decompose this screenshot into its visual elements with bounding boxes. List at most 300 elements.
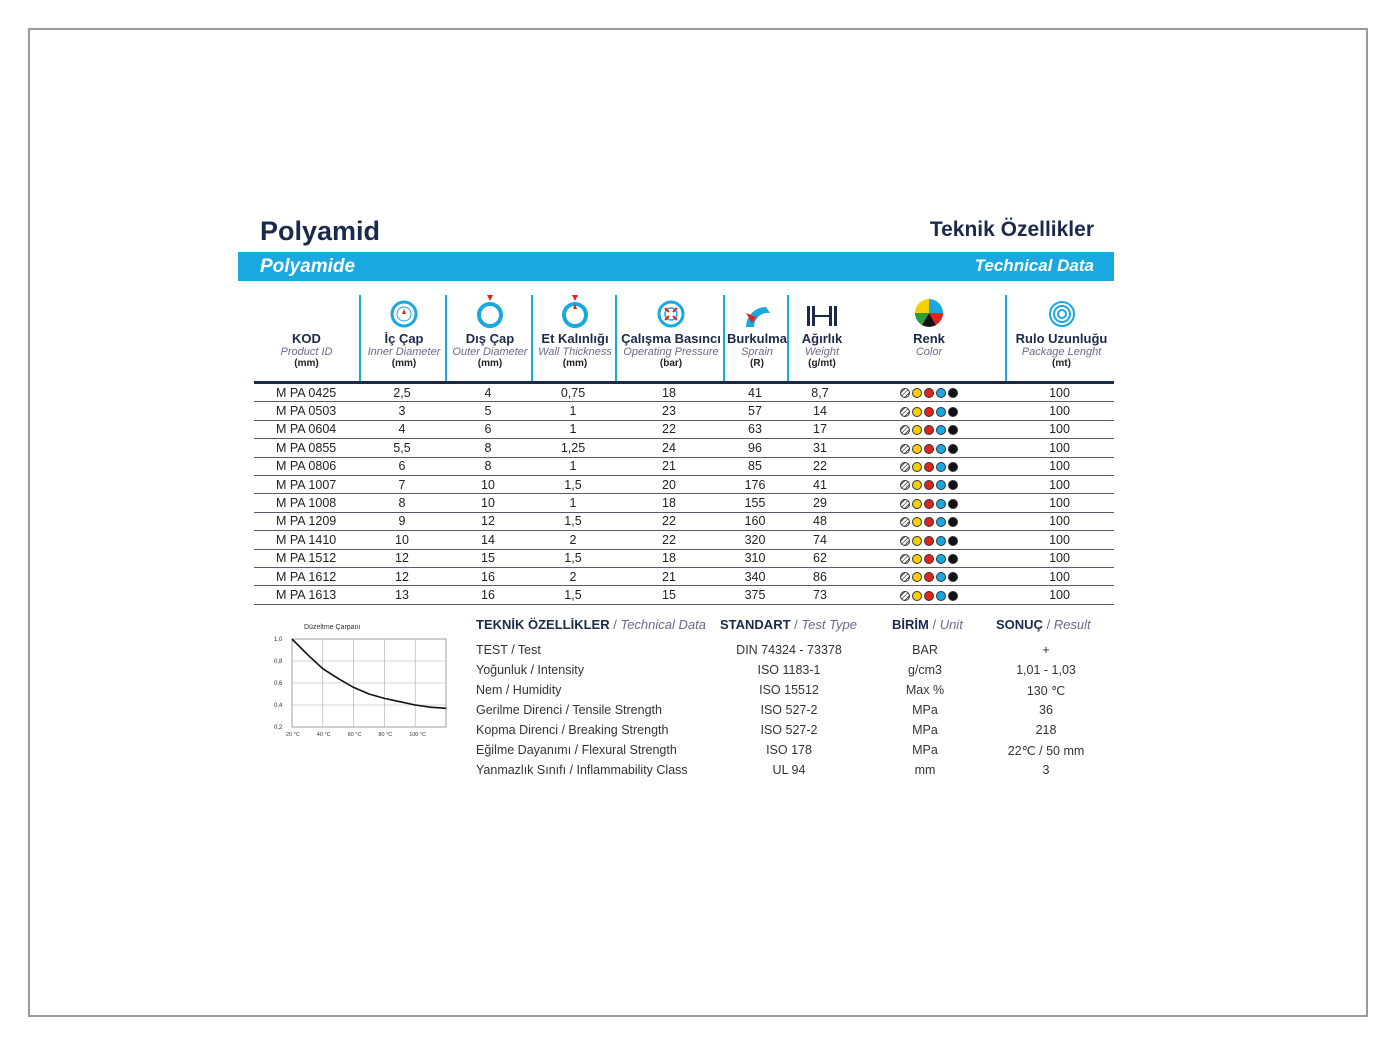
color-swatch [936, 536, 946, 546]
color-swatch [948, 499, 958, 509]
color-swatch [900, 554, 910, 564]
table-row [254, 512, 1114, 530]
table-cell: M PA 1512 [254, 549, 359, 567]
table-cell: M PA 1008 [254, 494, 359, 512]
color-swatch [924, 499, 934, 509]
technical-prop: Yanmazlık Sınıfı / Inflammability Class [476, 762, 688, 777]
table-cell: M PA 1007 [254, 475, 359, 493]
column-header [531, 295, 617, 381]
pressure-icon [617, 295, 725, 329]
color-swatch [912, 554, 922, 564]
table-cell: 5,5 [359, 439, 445, 457]
table-cell: 5 [445, 402, 531, 420]
table-cell: 48 [787, 512, 853, 530]
header-en: Result [1053, 616, 1091, 632]
column-header [787, 295, 855, 381]
column-unit: (mm) [562, 358, 588, 369]
column-unit: (R) [750, 358, 764, 369]
table-cell: 176 [723, 475, 787, 493]
table-cell: 96 [723, 439, 787, 457]
column-header [853, 295, 1005, 381]
technical-unit: BAR [912, 642, 938, 657]
technical-prop: Gerilme Direnci / Tensile Strength [476, 702, 662, 717]
table-cell: 8 [359, 494, 445, 512]
column-subtitle: Product ID [280, 346, 333, 358]
table-cell: 100 [1005, 420, 1114, 438]
color-swatch [948, 536, 958, 546]
table-cell: 23 [615, 402, 723, 420]
table-cell: 10 [445, 475, 531, 493]
table-cell: M PA 0604 [254, 420, 359, 438]
color-swatches [853, 457, 1005, 475]
table-cell: 22 [615, 420, 723, 438]
color-swatch [900, 407, 910, 417]
technical-prop: TEST / Test [476, 642, 541, 657]
table-cell: 18 [615, 549, 723, 567]
color-swatch [948, 388, 958, 398]
column-unit: (mm) [477, 358, 503, 369]
table-cell: 100 [1005, 475, 1114, 493]
table-cell: 6 [359, 457, 445, 475]
table-cell: 160 [723, 512, 787, 530]
technical-column-header [720, 617, 857, 632]
color-swatch [948, 517, 958, 527]
color-swatches [853, 439, 1005, 457]
table-cell: 1,5 [531, 549, 615, 567]
table-cell: 41 [723, 384, 787, 402]
outer-diameter-icon [447, 295, 533, 329]
chart-title: Düzeltme Çarpanı [304, 623, 361, 631]
table-cell: 375 [723, 586, 787, 604]
technical-row [476, 761, 1116, 781]
color-swatches [853, 549, 1005, 567]
technical-result: + [1042, 642, 1050, 657]
datasheet [238, 210, 1114, 797]
table-cell: 7 [359, 475, 445, 493]
table-cell: M PA 0806 [254, 457, 359, 475]
table-cell: M PA 0503 [254, 402, 359, 420]
color-swatch [900, 444, 910, 454]
color-swatch [936, 499, 946, 509]
x-tick-label: 40 °C [316, 731, 331, 738]
table-cell: 8,7 [787, 384, 853, 402]
table-cell: 4 [445, 384, 531, 402]
technical-row [476, 681, 1116, 701]
table-cell: 74 [787, 531, 853, 549]
table-cell: 14 [787, 402, 853, 420]
table-cell: 1,25 [531, 439, 615, 457]
column-subtitle: Outer Diameter [452, 346, 528, 358]
table-row [254, 402, 1114, 420]
header-tr: BİRİM [892, 616, 929, 632]
y-tick-label: 0,4 [274, 702, 283, 709]
table-cell: 1,5 [531, 586, 615, 604]
x-tick-label: 20 °C [286, 731, 300, 738]
column-subtitle: Package Lenght [1021, 346, 1102, 358]
color-swatch [924, 572, 934, 582]
table-cell: 100 [1005, 512, 1114, 530]
product-subtitle: Polyamide [260, 256, 356, 277]
color-swatch [912, 536, 922, 546]
column-header [1005, 295, 1116, 381]
column-header [359, 295, 447, 381]
table-cell: 18 [615, 384, 723, 402]
product-title: Polyamid [260, 216, 381, 246]
technical-unit: mm [914, 762, 936, 777]
technical-std: ISO 178 [766, 742, 812, 757]
table-cell: M PA 1612 [254, 567, 359, 585]
table-cell: M PA 0855 [254, 439, 359, 457]
table-cell: 12 [359, 567, 445, 585]
bend-radius-icon [725, 295, 789, 329]
table-cell: 12 [445, 512, 531, 530]
column-title: Ağırlık [801, 331, 843, 346]
color-swatch [912, 591, 922, 601]
table-cell: 29 [787, 494, 853, 512]
table-cell: 2 [531, 531, 615, 549]
table-cell: 100 [1005, 457, 1114, 475]
table-cell: 20 [615, 475, 723, 493]
color-swatch [948, 554, 958, 564]
header-separator: / [609, 616, 621, 632]
technical-row [476, 721, 1116, 741]
color-swatch [924, 591, 934, 601]
table-cell: 4 [359, 420, 445, 438]
table-cell: 41 [787, 475, 853, 493]
column-title: İç Çap [384, 331, 424, 346]
table-cell: 100 [1005, 439, 1114, 457]
technical-unit: MPa [912, 742, 938, 757]
color-swatch [900, 462, 910, 472]
color-swatches [853, 586, 1005, 604]
table-cell: 22 [615, 531, 723, 549]
color-swatch [948, 444, 958, 454]
header-en: Test Type [801, 616, 858, 632]
bottom-section [238, 617, 1114, 797]
color-swatch [912, 499, 922, 509]
y-tick-label: 0,6 [274, 680, 283, 687]
table-row [254, 439, 1114, 457]
table-cell: 21 [615, 457, 723, 475]
color-wheel-icon [853, 295, 1005, 329]
header-tr: SONUÇ [996, 616, 1043, 632]
color-swatch [912, 407, 922, 417]
column-title: Dış Çap [465, 331, 515, 346]
column-title: Rulo Uzunluğu [1015, 331, 1108, 346]
column-unit: (mm) [391, 358, 417, 369]
column-title: Renk [913, 331, 945, 346]
title-row [238, 210, 1114, 252]
table-cell: 73 [787, 586, 853, 604]
color-swatch [900, 572, 910, 582]
column-subtitle: Inner Diameter [367, 346, 441, 358]
y-tick-label: 0,8 [274, 658, 283, 665]
column-header [615, 295, 725, 381]
color-swatch [900, 591, 910, 601]
color-swatch [936, 572, 946, 582]
column-icon-placeholder [254, 295, 359, 329]
table-row [254, 549, 1114, 567]
color-swatch [936, 388, 946, 398]
color-swatch [900, 499, 910, 509]
table-cell: 31 [787, 439, 853, 457]
correction-factor-chart [268, 617, 468, 757]
color-swatch [936, 517, 946, 527]
color-swatches [853, 494, 1005, 512]
table-cell: 57 [723, 402, 787, 420]
technical-result: 1,01 - 1,03 [1016, 662, 1076, 677]
table-cell: 9 [359, 512, 445, 530]
table-cell: 2,5 [359, 384, 445, 402]
technical-prop: Eğilme Dayanımı / Flexural Strength [476, 742, 677, 757]
color-swatches [853, 475, 1005, 493]
technical-row [476, 661, 1116, 681]
color-swatch [900, 425, 910, 435]
table-cell: 155 [723, 494, 787, 512]
column-subtitle: Wall Thickness [538, 346, 612, 358]
color-swatch [924, 407, 934, 417]
weight-icon [789, 295, 855, 329]
table-cell: 100 [1005, 494, 1114, 512]
inner-diameter-icon [361, 295, 447, 329]
table-cell: 0,75 [531, 384, 615, 402]
table-cell: 6 [445, 420, 531, 438]
color-swatch [936, 480, 946, 490]
technical-row [476, 641, 1116, 661]
color-swatch [936, 444, 946, 454]
table-cell: M PA 1209 [254, 512, 359, 530]
table-cell: 14 [445, 531, 531, 549]
technical-result: 36 [1039, 702, 1053, 717]
color-swatches [853, 531, 1005, 549]
coil-icon [1007, 295, 1116, 329]
column-subtitle: Sprain [741, 346, 773, 358]
technical-std: ISO 527-2 [760, 722, 818, 737]
color-swatch [948, 572, 958, 582]
column-header [254, 295, 359, 381]
header-separator: / [790, 616, 802, 632]
table-cell: 12 [359, 549, 445, 567]
table-cell: 15 [615, 586, 723, 604]
color-swatch [924, 462, 934, 472]
header-separator: / [928, 616, 940, 632]
column-unit: (mm) [294, 358, 319, 369]
x-tick-label: 80 °C [378, 731, 393, 738]
color-swatch [924, 536, 934, 546]
table-cell: 1 [531, 494, 615, 512]
technical-column-header [892, 617, 963, 632]
table-cell: M PA 1410 [254, 531, 359, 549]
color-swatch [900, 517, 910, 527]
technical-prop: Nem / Humidity [476, 682, 562, 697]
color-swatches [853, 567, 1005, 585]
column-title: Burkulma [727, 331, 787, 346]
technical-properties [476, 617, 1116, 781]
table-cell: 17 [787, 420, 853, 438]
table-cell: 100 [1005, 586, 1114, 604]
x-tick-label: 100 °C [409, 731, 427, 738]
table-row [254, 475, 1114, 493]
technical-row [476, 741, 1116, 761]
table-cell: 18 [615, 494, 723, 512]
color-swatches [853, 402, 1005, 420]
color-swatch [912, 425, 922, 435]
table-row [254, 567, 1114, 585]
technical-title: Teknik Özellikler [929, 218, 1094, 241]
color-swatch [936, 425, 946, 435]
table-cell: 100 [1005, 549, 1114, 567]
technical-result: 130 ℃ [1026, 683, 1066, 698]
color-swatch [924, 554, 934, 564]
table-cell: 63 [723, 420, 787, 438]
column-header [723, 295, 789, 381]
technical-subtitle: Technical Data [974, 256, 1094, 275]
color-swatch [900, 480, 910, 490]
table-cell: 16 [445, 567, 531, 585]
column-unit: (g/mt) [808, 358, 836, 369]
table-row [254, 420, 1114, 438]
column-title: KOD [292, 331, 321, 346]
title-band [238, 252, 1114, 281]
table-cell: 21 [615, 567, 723, 585]
table-cell: 2 [531, 567, 615, 585]
technical-std: ISO 1183-1 [757, 662, 821, 677]
technical-std: UL 94 [772, 762, 806, 777]
series-line [292, 639, 446, 708]
color-swatch [912, 572, 922, 582]
table-cell: M PA 1613 [254, 586, 359, 604]
color-swatches [853, 512, 1005, 530]
table-cell: 1,5 [531, 475, 615, 493]
table-cell: 320 [723, 531, 787, 549]
header-tr: TEKNİK ÖZELLİKLER [476, 616, 610, 632]
color-swatch [900, 388, 910, 398]
wall-thickness-icon [533, 295, 617, 329]
color-swatch [912, 480, 922, 490]
table-row [254, 586, 1114, 604]
color-swatch [948, 425, 958, 435]
color-swatches [853, 384, 1005, 402]
column-title: Çalışma Basıncı [621, 331, 721, 346]
table-cell: 1 [531, 457, 615, 475]
color-swatch [924, 425, 934, 435]
table-cell: 22 [615, 512, 723, 530]
color-swatch [948, 462, 958, 472]
table-cell: 1 [531, 420, 615, 438]
column-subtitle: Weight [804, 346, 840, 358]
y-tick-label: 0,2 [274, 724, 283, 731]
table-header [254, 295, 1114, 381]
color-swatch [924, 517, 934, 527]
table-cell: 8 [445, 457, 531, 475]
technical-unit: g/cm3 [907, 662, 943, 677]
x-tick-label: 60 °C [347, 731, 362, 738]
y-tick-label: 1,0 [274, 636, 283, 643]
color-swatch [936, 462, 946, 472]
color-swatch [936, 591, 946, 601]
technical-result: 218 [1035, 722, 1057, 737]
table-cell: 24 [615, 439, 723, 457]
column-unit: (mt) [1052, 358, 1071, 369]
column-title: Et Kalınlığı [541, 331, 609, 346]
header-en: Unit [939, 616, 963, 632]
table-cell: M PA 0425 [254, 384, 359, 402]
table-cell: 86 [787, 567, 853, 585]
header-en: Technical Data [620, 616, 706, 632]
table-row [254, 494, 1114, 512]
table-cell: 100 [1005, 531, 1114, 549]
color-swatch [912, 517, 922, 527]
table-cell: 13 [359, 586, 445, 604]
technical-prop: Kopma Direnci / Breaking Strength [476, 722, 669, 737]
table-cell: 62 [787, 549, 853, 567]
technical-unit: MPa [912, 702, 938, 717]
table-cell: 15 [445, 549, 531, 567]
technical-column-header [476, 617, 706, 632]
technical-std: DIN 74324 - 73378 [736, 642, 842, 657]
technical-std: ISO 527-2 [760, 702, 818, 717]
technical-row [476, 701, 1116, 721]
color-swatches [853, 420, 1005, 438]
color-swatch [912, 444, 922, 454]
table-row [254, 531, 1114, 549]
color-swatch [912, 388, 922, 398]
table-cell: 340 [723, 567, 787, 585]
table-cell: 100 [1005, 402, 1114, 420]
color-swatch [924, 480, 934, 490]
table-cell: 16 [445, 586, 531, 604]
technical-unit: Max % [905, 682, 945, 697]
table-cell: 310 [723, 549, 787, 567]
product-table [254, 384, 1114, 605]
table-row [254, 384, 1114, 402]
technical-unit: MPa [912, 722, 938, 737]
table-cell: 10 [359, 531, 445, 549]
technical-std: ISO 15512 [759, 682, 819, 697]
color-swatch [924, 388, 934, 398]
table-cell: 10 [445, 494, 531, 512]
color-swatch [924, 444, 934, 454]
color-swatch [936, 407, 946, 417]
column-subtitle: Operating Pressure [623, 346, 719, 358]
color-swatch [936, 554, 946, 564]
table-cell: 1,5 [531, 512, 615, 530]
table-cell: 100 [1005, 567, 1114, 585]
table-cell: 3 [359, 402, 445, 420]
column-subtitle: Color [915, 346, 943, 358]
table-cell: 22 [787, 457, 853, 475]
color-swatch [912, 462, 922, 472]
technical-header [476, 617, 1116, 641]
table-cell: 100 [1005, 384, 1114, 402]
table-cell: 85 [723, 457, 787, 475]
table-cell: 1 [531, 402, 615, 420]
color-swatch [948, 480, 958, 490]
column-header [445, 295, 533, 381]
technical-result: 3 [1042, 762, 1050, 777]
technical-column-header [996, 617, 1091, 632]
technical-result: 22℃ / 50 mm [1007, 743, 1085, 758]
color-swatch [948, 407, 958, 417]
column-unit: (bar) [659, 358, 683, 369]
color-swatch [900, 536, 910, 546]
header-separator: / [1042, 616, 1054, 632]
color-swatch [948, 591, 958, 601]
technical-prop: Yoğunluk / Intensity [476, 662, 584, 677]
table-cell: 8 [445, 439, 531, 457]
table-row [254, 457, 1114, 475]
header-tr: STANDART [720, 616, 791, 632]
